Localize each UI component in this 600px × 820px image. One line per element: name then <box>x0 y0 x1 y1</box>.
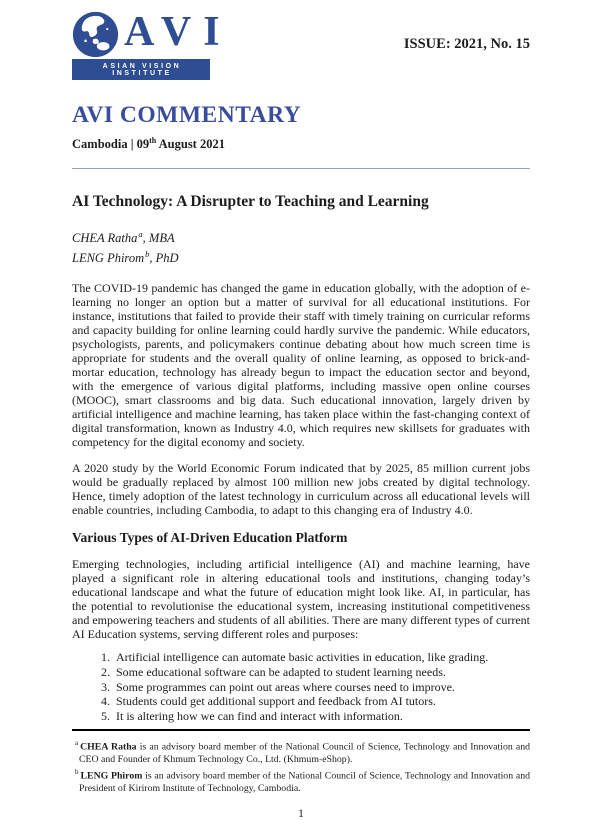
dateline <box>72 136 530 152</box>
list-item: 1. Artificial intelligence can automate basic activities in education, like grading. <box>113 650 530 665</box>
author-credential: , PhD <box>149 251 179 266</box>
list-item: 3. Some programmes can point out areas where courses need to improve. <box>113 680 530 695</box>
footnote-ref: a <box>75 739 79 748</box>
logo-tagline: ASIAN VISION INSTITUTE <box>72 59 210 80</box>
section-heading: Various Types of AI-Driven Education Platform <box>72 529 348 545</box>
author-line <box>72 226 530 246</box>
body-paragraph: Emerging technologies, including artificial intelligence (AI) and machine learning, have played a significant role in altering educational tools and institutions, changing today’s educational landscape and what the future of education might look like. AI, in particular, has the potential to revolutionise the educational system, increasing institutional competitiveness and empowering teachers and students of all abilities. There are many different types of current AI Education systems, serving different roles and purposes: <box>72 557 530 642</box>
logo-acronym: AVI <box>124 9 232 55</box>
article-title: AI Technology: A Disrupter to Teaching and Learning <box>72 193 429 211</box>
footnote-ref: b <box>75 768 79 777</box>
footnote-text: is an advisory board member of the National Council of Science, Technology and Innovation and CEO and Founder of Khmum Technology Co., Ltd. (Khmum-eShop). <box>79 741 531 765</box>
footnote-divider <box>72 729 530 731</box>
dateline-ordinal: th <box>149 136 157 145</box>
author-footnote-ref: a <box>138 229 143 240</box>
footnote <box>72 766 530 795</box>
publication-title: AVI COMMENTARY <box>72 102 302 128</box>
footnote-block <box>72 737 530 794</box>
list-item: 2. Some educational software can be adapted to student learning needs. <box>113 665 530 680</box>
issue-number: ISSUE: 2021, No. 15 <box>403 36 530 52</box>
author-block <box>72 226 530 266</box>
globe-asia-icon <box>72 11 119 58</box>
logo-row <box>72 10 232 58</box>
document-header <box>72 10 530 80</box>
dateline-prefix: Cambodia | 09 <box>72 137 150 152</box>
author-name: CHEA Ratha <box>72 231 138 246</box>
body-paragraph: The COVID-19 pandemic has changed the game in education globally, with the adoption of e-learning no longer an option but a matter of survival for all educational institutions. For instance, institutions that failed to provide their staff with timely training on curricular reforms and capacity building for online learning could hardly survive the pandemic. While educators, psychologists, parents, and policymakers continue debating about how much screen time is appropriate for students and the overall quality of online learning, as opposed to brick-and-mortar education, technology has already begun to impact the education sector and beyond, with the emergence of various digital platforms, including massive open online courses (MOOC), smart classrooms and big data. Such educational innovation, largely driven by artificial intelligence and machine learning, has taken place within the fast-changing context of digital transformation, known as Industry 4.0, which requires new skillsets for graduates with competency for the digital economy and society. <box>72 281 530 450</box>
author-name: LENG Phirom <box>72 251 145 266</box>
footnote-author: CHEA Ratha <box>80 741 137 753</box>
author-credential: , MBA <box>142 231 175 246</box>
author-line <box>72 246 530 266</box>
footnote <box>72 737 530 766</box>
author-footnote-ref: b <box>145 249 150 260</box>
avi-logo <box>72 10 232 80</box>
list-item: 5. It is altering how we can find and interact with information. <box>113 709 530 724</box>
dateline-suffix: August 2021 <box>156 137 225 152</box>
body-paragraph: A 2020 study by the World Economic Forum indicated that by 2025, 85 million current jobs would be gradually replaced by almost 100 million new jobs created by digital technology. Hence, timely adoption of the latest technology in curriculum across all educational levels will enable countries, including Cambodia, to adapt to this changing era of Industry 4.0. <box>72 460 530 517</box>
ai-roles-list <box>72 650 530 723</box>
footnote-text: is an advisory board member of the National Council of Science, Technology and Innovation and President of Kirirom Institute of Technology, Cambodia. <box>79 770 530 794</box>
list-item: 4. Students could get additional support and feedback from AI tutors. <box>113 694 530 709</box>
header-divider <box>72 168 530 169</box>
page-number: 1 <box>298 807 304 820</box>
footnote-author: LENG Phirom <box>80 770 143 782</box>
